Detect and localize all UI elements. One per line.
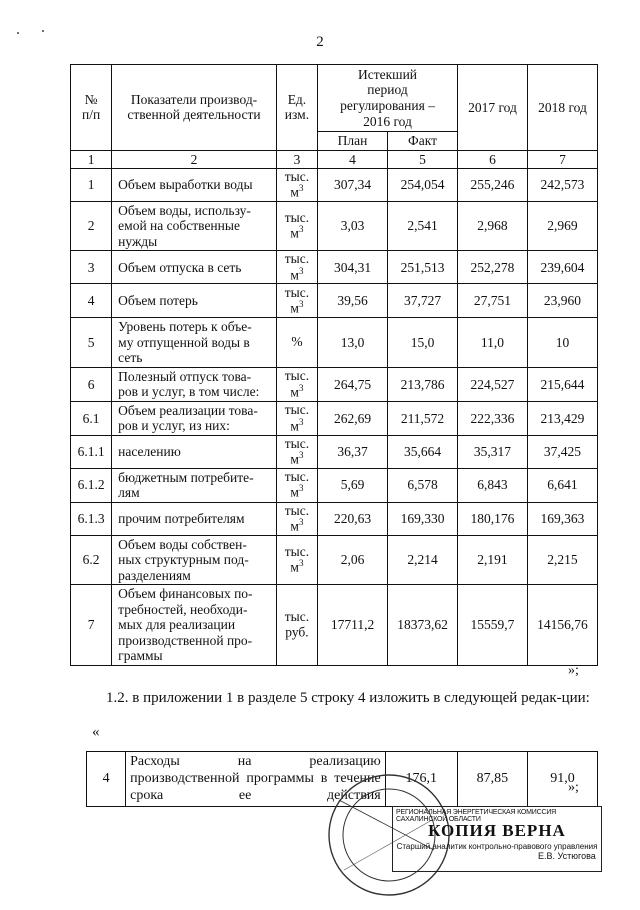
- row-plan: 220,63: [318, 502, 388, 535]
- unit-line: м: [290, 559, 299, 575]
- copy-certified-stamp: [392, 806, 602, 872]
- row-fact: 18373,62: [388, 585, 458, 666]
- row-fact: 169,330: [388, 502, 458, 535]
- row-plan: 264,75: [318, 367, 388, 401]
- header-fact: Факт: [388, 132, 458, 151]
- row-2017: 255,246: [458, 169, 528, 202]
- amended-row-name: Расходы на реализацию производственной программы в течение срока ее действия: [126, 752, 386, 807]
- unit-line: м: [290, 518, 299, 534]
- unit-line: м: [290, 418, 299, 434]
- row-num: 6.1.2: [71, 468, 112, 502]
- row-num: 3: [71, 251, 112, 284]
- unit-line: руб.: [285, 624, 309, 640]
- row-num: 2: [71, 201, 112, 251]
- row-name: Объем реализации това- ров и услуг, из них:: [112, 401, 277, 435]
- row-plan: 39,56: [318, 284, 388, 318]
- row-unit: [276, 468, 317, 502]
- row-num: 6: [71, 367, 112, 401]
- row-2018: 2,969: [527, 201, 597, 251]
- unit-superscript: 3: [298, 224, 304, 235]
- row-fact: 6,578: [388, 468, 458, 502]
- row-2017: 11,0: [458, 318, 528, 368]
- row-2017: 2,968: [458, 201, 528, 251]
- row-2018: 23,960: [527, 284, 597, 318]
- col-number: 1: [71, 150, 112, 169]
- table-row: [71, 401, 598, 435]
- unit-superscript: 3: [298, 517, 304, 527]
- row-unit: [276, 401, 317, 435]
- amended-row-fact: 176,1: [385, 752, 457, 807]
- stamp-title: КОПИЯ ВЕРНА: [428, 821, 566, 840]
- col-number: 4: [318, 150, 388, 169]
- closing-quote-2: »;: [568, 780, 579, 795]
- row-num: 6.1: [71, 401, 112, 435]
- row-fact: 254,054: [388, 169, 458, 202]
- row-plan: 262,69: [318, 401, 388, 435]
- row-fact: 211,572: [388, 401, 458, 435]
- row-name: бюджетным потребите- лям: [112, 468, 277, 502]
- row-name: Объем потерь: [112, 284, 277, 318]
- row-unit: [276, 535, 317, 585]
- row-2017: 180,176: [458, 502, 528, 535]
- row-2018: 169,363: [527, 502, 597, 535]
- unit-line: тыс.: [284, 284, 310, 300]
- header-num: № п/п: [71, 65, 112, 151]
- row-unit: [276, 585, 317, 666]
- row-num: 6.2: [71, 535, 112, 585]
- unit-superscript: 3: [298, 483, 304, 494]
- row-2017: 6,843: [458, 468, 528, 502]
- row-name: Объем воды собствен- ных структурным под- разделениям: [112, 535, 277, 585]
- row-fact: 251,513: [388, 251, 458, 284]
- col-number: 7: [527, 150, 597, 169]
- unit-line: м: [290, 451, 299, 467]
- unit-line: тыс.: [284, 402, 310, 418]
- row-fact: 213,786: [388, 367, 458, 401]
- col-number: 5: [388, 150, 458, 169]
- row-unit: [276, 169, 317, 202]
- col-number: 3: [276, 150, 317, 169]
- table-row: [71, 585, 598, 666]
- row-unit: [276, 435, 317, 468]
- row-plan: 13,0: [318, 318, 388, 368]
- row-unit: [276, 367, 317, 401]
- unit-line: м: [290, 267, 299, 283]
- unit-line: тыс.: [284, 469, 310, 485]
- row-fact: 15,0: [388, 318, 458, 368]
- row-name: Уровень потерь к объе- му отпущенной воды в сеть: [112, 318, 277, 368]
- row-2017: 222,336: [458, 401, 528, 435]
- row-2018: 37,425: [527, 435, 597, 468]
- page-number: 2: [316, 34, 324, 50]
- row-2018: 239,604: [527, 251, 597, 284]
- row-fact: 2,214: [388, 535, 458, 585]
- opening-quote: «: [92, 724, 100, 740]
- col-number: 6: [458, 150, 528, 169]
- row-2017: 35,317: [458, 435, 528, 468]
- row-2017: 224,527: [458, 367, 528, 401]
- table-row: [71, 169, 598, 202]
- row-fact: 37,727: [388, 284, 458, 318]
- row-unit: [276, 201, 317, 251]
- row-plan: 304,31: [318, 251, 388, 284]
- unit-line: тыс.: [284, 368, 310, 384]
- unit-line: м: [290, 184, 299, 200]
- row-plan: 5,69: [318, 468, 388, 502]
- unit-superscript: 3: [298, 450, 304, 461]
- row-num: 4: [71, 284, 112, 318]
- row-name: Объем выработки воды: [112, 169, 277, 202]
- row-num: 6.1.1: [71, 435, 112, 468]
- unit-superscript: 3: [298, 558, 304, 569]
- scan-speck: [42, 30, 44, 32]
- unit-superscript: 3: [298, 299, 304, 310]
- table-row: [71, 318, 598, 368]
- header-indicator: Показатели производ- ственной деятельности: [112, 65, 277, 151]
- row-unit: [276, 251, 317, 284]
- row-unit: [276, 284, 317, 318]
- unit-line: тыс.: [284, 435, 310, 451]
- table-row: [71, 468, 598, 502]
- header-unit: Ед. изм.: [276, 65, 317, 151]
- unit-superscript: 3: [298, 265, 304, 276]
- row-num: 6.1.3: [71, 502, 112, 535]
- row-plan: 2,06: [318, 535, 388, 585]
- unit-line: тыс.: [284, 251, 310, 267]
- row-unit: [276, 318, 317, 368]
- header-period: Истекший период регулирования – 2016 год: [318, 65, 458, 132]
- row-num: 1: [71, 169, 112, 202]
- table-row: [71, 435, 598, 468]
- unit-line: тыс.: [284, 544, 310, 560]
- row-name: Полезный отпуск това- ров и услуг, в том числе:: [112, 367, 277, 401]
- row-2017: 252,278: [458, 251, 528, 284]
- row-plan: 36,37: [318, 435, 388, 468]
- row-name: Объем воды, использу- емой на собственные нужды: [112, 201, 277, 251]
- unit-line: тыс.: [284, 210, 310, 226]
- stamp-position: Старший аналитик контрольно-правового управления: [396, 842, 598, 851]
- unit-superscript: 3: [298, 183, 304, 194]
- row-name: Объем отпуска в сеть: [112, 251, 277, 284]
- row-num: 7: [71, 585, 112, 666]
- amendment-paragraph: 1.2. в приложении 1 в разделе 5 строку 4 изложить в следующей редак-ции:: [106, 690, 590, 706]
- amended-row-2017: 87,85: [457, 752, 527, 807]
- closing-quote: »;: [568, 663, 579, 678]
- row-plan: 307,34: [318, 169, 388, 202]
- unit-line: м: [290, 225, 299, 241]
- row-2017: 15559,7: [458, 585, 528, 666]
- row-plan: 17711,2: [318, 585, 388, 666]
- production-indicators-table: [70, 64, 598, 666]
- stamp-person: Е.В. Устюгова: [538, 851, 596, 861]
- unit-line: м: [290, 484, 299, 500]
- unit-line: тыс.: [284, 609, 310, 625]
- row-name: населению: [112, 435, 277, 468]
- unit-line: %: [291, 334, 303, 350]
- row-2018: 14156,76: [527, 585, 597, 666]
- unit-superscript: 3: [298, 382, 304, 393]
- row-2018: 10: [527, 318, 597, 368]
- row-2017: 2,191: [458, 535, 528, 585]
- unit-line: тыс.: [284, 502, 310, 518]
- header-plan: План: [318, 132, 388, 151]
- row-2018: 215,644: [527, 367, 597, 401]
- unit-line: тыс.: [284, 169, 310, 185]
- row-fact: 2,541: [388, 201, 458, 251]
- row-fact: 35,664: [388, 435, 458, 468]
- table-row: [71, 535, 598, 585]
- header-2017: 2017 год: [458, 65, 528, 151]
- table-row: [71, 201, 598, 251]
- row-name: Объем финансовых по- требностей, необходи- мых для реализации производственной про- граммы: [112, 585, 277, 666]
- table-row: [71, 251, 598, 284]
- row-2018: 213,429: [527, 401, 597, 435]
- row-2018: 6,641: [527, 468, 597, 502]
- table-row: [71, 502, 598, 535]
- row-2018: 2,215: [527, 535, 597, 585]
- amended-row-2018: 91,0: [527, 752, 597, 807]
- stamp-organization: РЕГИОНАЛЬНАЯ ЭНЕРГЕТИЧЕСКАЯ КОМИССИЯ САХАЛИНСКОЙ ОБЛАСТИ: [396, 809, 557, 823]
- row-name: прочим потребителям: [112, 502, 277, 535]
- row-2018: 242,573: [527, 169, 597, 202]
- table-row: [71, 367, 598, 401]
- unit-line: м: [290, 300, 299, 316]
- unit-line: м: [290, 384, 299, 400]
- row-plan: 3,03: [318, 201, 388, 251]
- table-row: [71, 284, 598, 318]
- col-number: 2: [112, 150, 277, 169]
- row-2017: 27,751: [458, 284, 528, 318]
- row-unit: [276, 502, 317, 535]
- unit-superscript: 3: [298, 416, 304, 427]
- amended-row-num: 4: [87, 752, 126, 807]
- header-2018: 2018 год: [527, 65, 597, 151]
- row-num: 5: [71, 318, 112, 368]
